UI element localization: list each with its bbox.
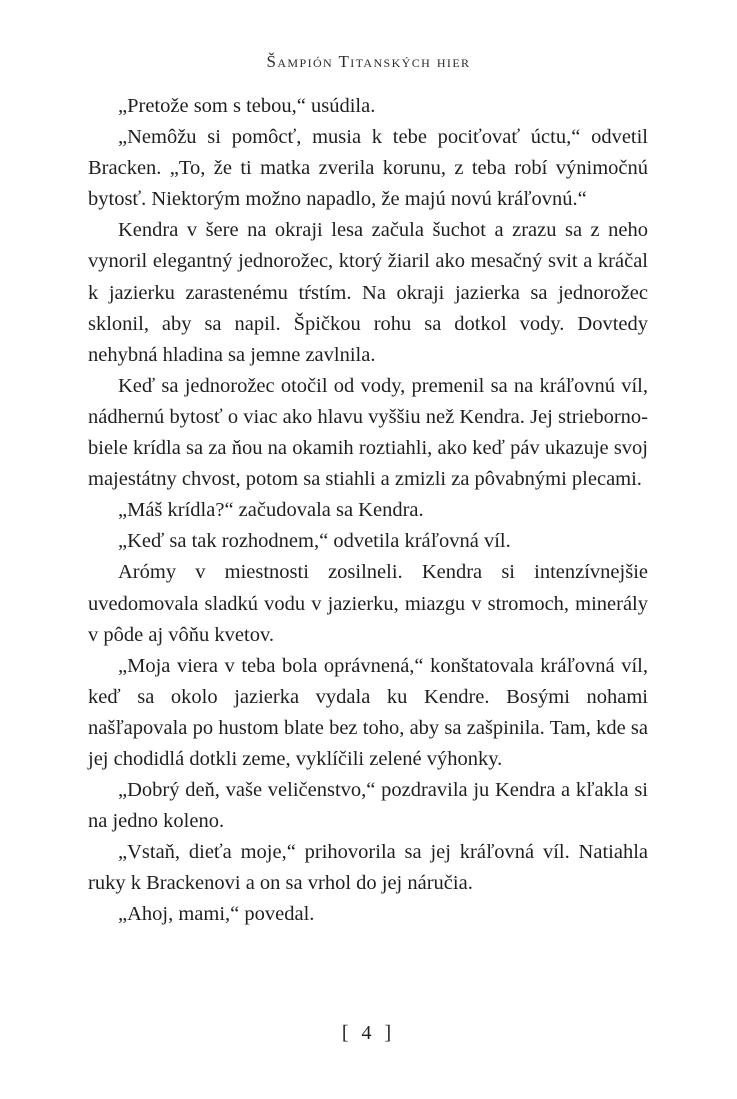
paragraph: „Keď sa tak rozhodnem,“ odvetila kráľovná víl. [118, 530, 511, 553]
paragraph: „Ahoj, mami,“ povedal. [118, 903, 315, 926]
body-text [88, 91, 648, 931]
page-number: [ 4 ] [341, 1022, 396, 1044]
paragraph: „Dobrý deň, vaše veličenstvo,“ pozdravila ju Kendra a kľakla si na jedno koleno. [88, 779, 648, 833]
paragraph: Keď sa jednorožec otočil od vody, premenil sa na kráľovnú víl, nádhernú bytosť o viac ako hlavu vyššiu než Kendra. Jej strieborno-biele krídla sa za ňou na okamih roztiahli, ako keď páv ukazuje svoj majestátny chvost, potom sa stiahli a zmizli za pôvabnými plecami. [88, 374, 648, 491]
paragraph: „Nemôžu si pomôcť, musia k tebe pociťovať úctu,“ odvetil Bracken. „To, že ti matka zverila korunu, z teba robí výnimočnú bytosť. Niektorým možno napadlo, že majú novú kráľovnú.“ [88, 126, 648, 211]
paragraph: „Vstaň, dieťa moje,“ prihovorila sa jej kráľovná víl. Natiahla ruky k Brackenovi a on sa vrhol do jej náručia. [88, 841, 648, 895]
paragraph: Arómy v miestnosti zosilneli. Kendra si intenzívnejšie uvedomovala sladkú vodu v jazierku, miazgu v stromoch, minerály v pôde aj vôňu kvetov. [88, 561, 648, 646]
paragraph: „Moja viera v teba bola oprávnená,“ konštatovala kráľovná víl, keď sa okolo jazierka vydala ku Kendre. Bosými nohami našľapovala po hustom blate bez toho, aby sa zašpinila. Tam, kde sa jej chodidlá dotkli zeme, vyklíčili zelené výhonky. [88, 654, 648, 770]
paragraph: „Pretože som s tebou,“ usúdila. [118, 95, 376, 117]
running-header-title: Šampión Titanských hier [266, 52, 471, 71]
paragraph: Kendra v šere na okraji lesa začula šuchot a zrazu sa z neho vynoril elegantný jednorožec, ktorý žiaril ako mesačný svit a kráčal k jazierku zarastenému tŕstím. Na okraji jazierka sa jednorožec sklonil, aby sa napil. Špičkou rohu sa dotkol vody. Dovtedy nehybná hladina sa jemne zavlnila. [88, 219, 648, 366]
paragraph: „Máš krídla?“ začudovala sa Kendra. [118, 499, 424, 522]
